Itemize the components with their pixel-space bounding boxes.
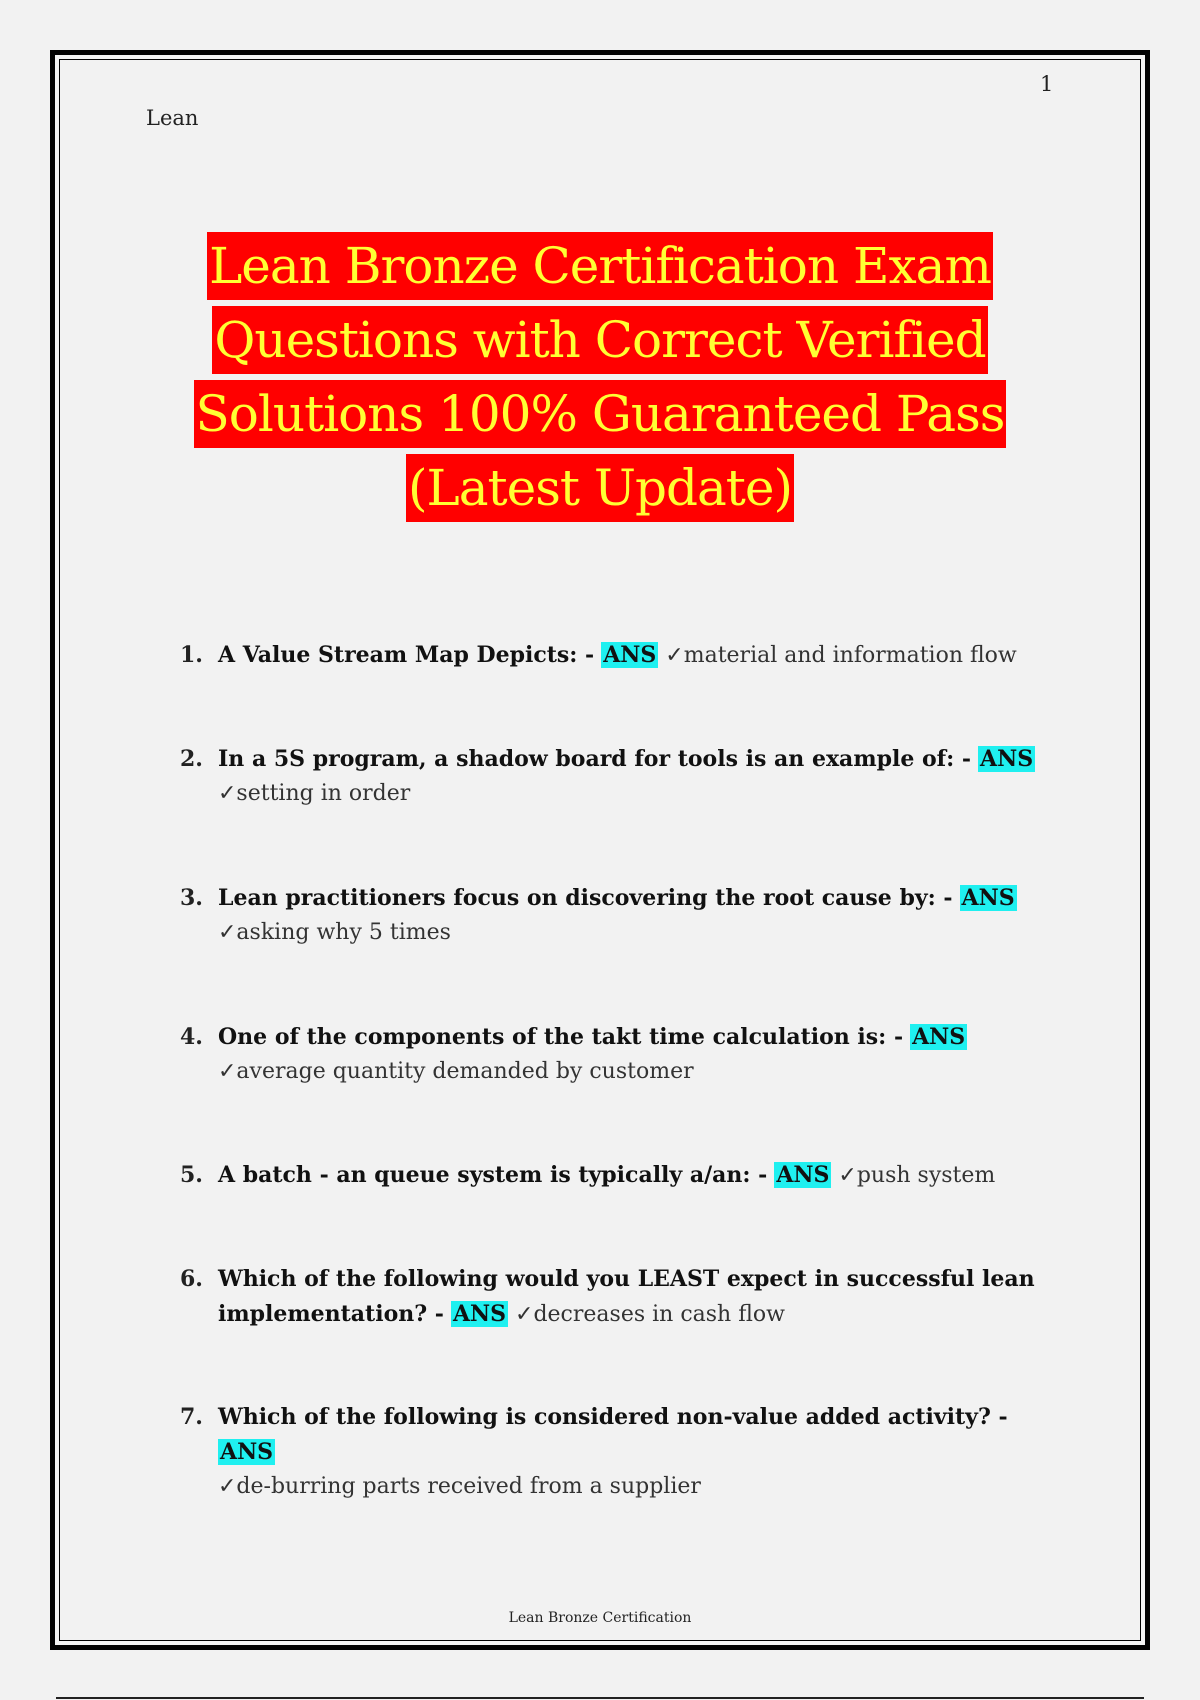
qa-number: 1. (180, 642, 203, 668)
qa-question: Which of the following is considered non-value added activity? - (218, 1404, 1008, 1430)
qa-number: 2. (180, 746, 203, 772)
qa-item-1 (180, 638, 1060, 673)
qa-number: 3. (180, 885, 203, 911)
title-line-3: Solutions 100% Guaranteed Pass (194, 380, 1007, 448)
qa-answer: ✓material and information flow (665, 643, 1017, 668)
title-line-2: Questions with Correct Verified (212, 306, 987, 374)
ans-tag: ANS (220, 1439, 274, 1465)
qa-item-6 (180, 1262, 1060, 1332)
qa-number: 6. (180, 1266, 203, 1292)
qa-number: 7. (180, 1404, 203, 1430)
ans-tag: ANS (776, 1162, 830, 1188)
ans-tag: ANS (452, 1301, 507, 1327)
qa-answer: ✓decreases in cash flow (515, 1302, 785, 1327)
document-title (150, 226, 1050, 522)
qa-item-2 (180, 742, 1060, 811)
qa-question: One of the components of the takt time calculation is: - (218, 1024, 904, 1050)
qa-item-7 (180, 1400, 1060, 1504)
qa-number: 5. (180, 1162, 203, 1188)
qa-answer: ✓average quantity demanded by customer (218, 1059, 694, 1084)
ans-tag: ANS (912, 1024, 966, 1050)
running-header: Lean (146, 106, 199, 130)
title-line-4: (Latest Update) (406, 454, 794, 522)
ans-tag: ANS (980, 746, 1034, 772)
page-number: 1 (1040, 72, 1054, 96)
page-footer: Lean Bronze Certification (508, 1610, 692, 1626)
qa-answer: ✓push system (838, 1163, 996, 1188)
qa-number: 4. (180, 1024, 203, 1050)
qa-question: Lean practitioners focus on discovering the root cause by: - (218, 885, 953, 911)
bottom-rule (56, 1697, 1144, 1699)
ans-tag: ANS (603, 642, 657, 668)
ans-tag: ANS (961, 885, 1015, 911)
qa-item-4 (180, 1020, 1060, 1089)
qa-item-5 (180, 1158, 1060, 1193)
qa-answer: ✓de-burring parts received from a supplier (218, 1474, 701, 1499)
qa-question: A Value Stream Map Depicts: - (218, 642, 595, 668)
qa-question: Which of the following would you LEAST expect in successful lean implementation? - (218, 1266, 1035, 1327)
qa-answer: ✓asking why 5 times (218, 920, 451, 945)
qa-question: In a 5S program, a shadow board for tools is an example of: - (218, 746, 972, 772)
title-line-1: Lean Bronze Certification Exam (207, 232, 993, 300)
qa-answer: ✓setting in order (218, 781, 411, 806)
qa-item-3 (180, 881, 1060, 950)
qa-question: A batch - an queue system is typically a/an: - (218, 1162, 768, 1188)
